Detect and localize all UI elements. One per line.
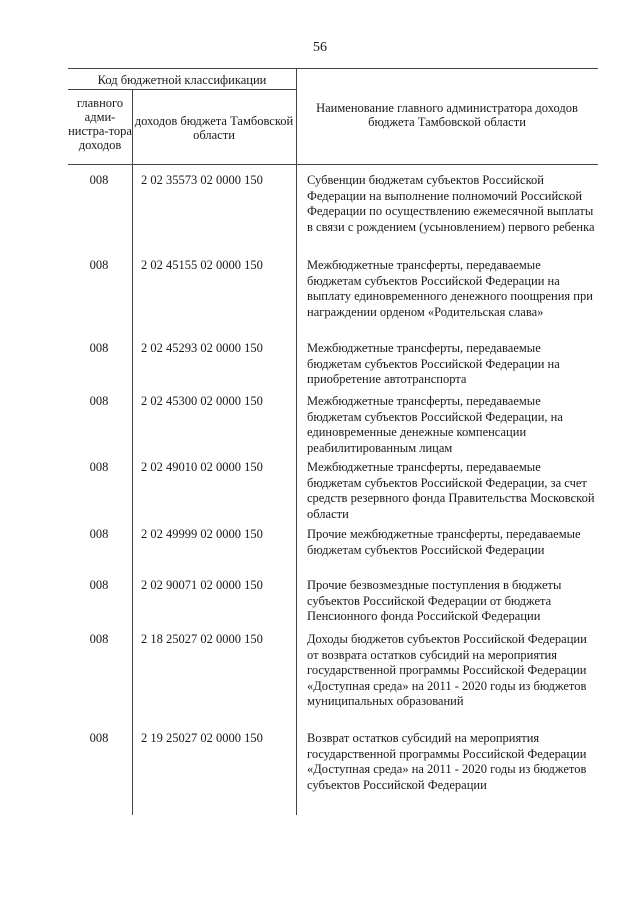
admin-code: 008 — [89, 341, 109, 355]
income-code: 2 02 49010 02 0000 150 — [141, 460, 263, 474]
income-code: 2 02 45155 02 0000 150 — [141, 258, 263, 272]
admin-code: 008 — [89, 394, 109, 408]
income-code: 2 02 49999 02 0000 150 — [141, 527, 263, 541]
income-code: 2 02 45300 02 0000 150 — [141, 394, 263, 408]
admin-code: 008 — [89, 731, 109, 745]
income-name: Доходы бюджетов субъектов Российской Федерации от возврата остатков субсидий на мероприятия государственной программы Российской Федерации «Доступная среда» на 2011 - 2020 годы из бюджетов муниципальных образований — [307, 632, 587, 708]
income-name: Межбюджетные трансферты, передаваемые бюджетам субъектов Российской Федерации, на единовременные денежные компенсации реабилитированным лицам — [307, 394, 563, 455]
group-header-rule — [68, 89, 296, 90]
column-divider-1 — [132, 89, 133, 815]
income-code: 2 18 25027 02 0000 150 — [141, 632, 263, 646]
admin-code: 008 — [89, 632, 109, 646]
admin-code: 008 — [89, 578, 109, 592]
admin-code: 008 — [89, 460, 109, 474]
income-name: Межбюджетные трансферты, передаваемые бюджетам субъектов Российской Федерации, за счет средств резервного фонда Правительства Московской области — [307, 460, 595, 521]
header-group-label: Код бюджетной классификации — [97, 73, 267, 87]
income-code: 2 19 25027 02 0000 150 — [141, 731, 263, 745]
income-name: Прочие безвозмездные поступления в бюджеты субъектов Российской Федерации от бюджета Пенсионного фонда Российской Федерации — [307, 578, 562, 623]
income-code: 2 02 35573 02 0000 150 — [141, 173, 263, 187]
table-top-rule — [68, 68, 598, 69]
page-number: 56 — [313, 40, 327, 55]
admin-code: 008 — [89, 258, 109, 272]
header-bottom-rule — [68, 164, 598, 165]
income-code: 2 02 90071 02 0000 150 — [141, 578, 263, 592]
admin-code: 008 — [89, 173, 109, 187]
header-col-name: Наименование главного администратора доходов бюджета Тамбовской области — [316, 101, 578, 129]
income-name: Субвенции бюджетам субъектов Российской Федерации на выполнение полномочий Российской Федерации по осуществлению ежемесячной выплаты в связи с рождением (усыновлением) первого ребенка — [307, 173, 595, 234]
header-col-admin: главного адми-нистра-тора доходов — [68, 96, 132, 152]
income-name: Межбюджетные трансферты, передаваемые бюджетам субъектов Российской Федерации на выплату единовременного денежного поощрения при награждении орденом «Родительская слава» — [307, 258, 593, 319]
admin-code: 008 — [89, 527, 109, 541]
income-code: 2 02 45293 02 0000 150 — [141, 341, 263, 355]
header-col-income: доходов бюджета Тамбовской области — [134, 114, 294, 142]
column-divider-2 — [296, 68, 297, 815]
income-name: Прочие межбюджетные трансферты, передаваемые бюджетам субъектов Российской Федерации — [307, 527, 581, 557]
income-name: Межбюджетные трансферты, передаваемые бюджетам субъектов Российской Федерации на приобретение автотранспорта — [307, 341, 560, 386]
income-name: Возврат остатков субсидий на мероприятия государственной программы Российской Федерации «Доступная среда» на 2011 - 2020 годы из бюджетов субъектов Российской Федерации — [307, 731, 587, 792]
